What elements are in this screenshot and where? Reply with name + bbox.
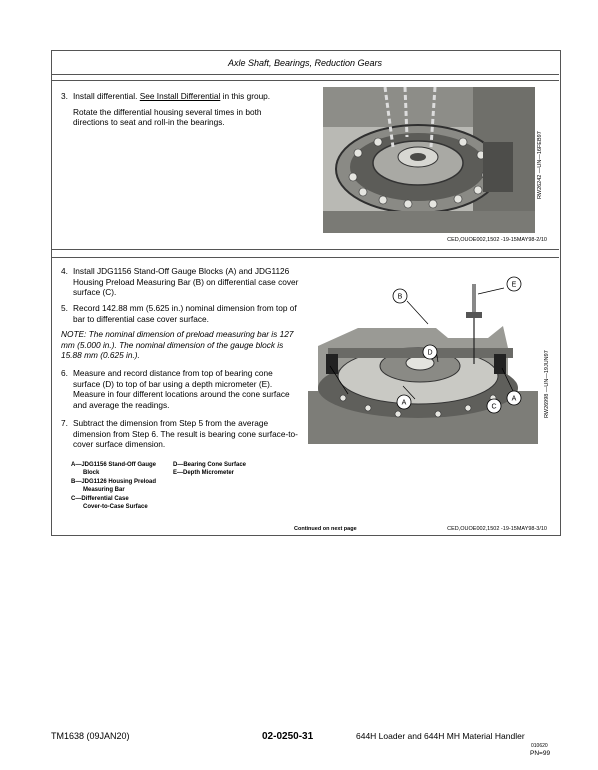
footer-pn: PN=99 — [530, 750, 551, 757]
svg-text:A: A — [511, 395, 517, 403]
step-text: Subtract the dimension from Step 5 from the average dimension from Step 6. The result is bearing cone surface-to-cover surface dimension. — [73, 418, 298, 449]
footer-page-number: 02-0250-31 — [262, 731, 314, 742]
step-number: 7. — [61, 418, 68, 428]
step-3 — [61, 91, 299, 128]
svg-text:B: B — [397, 293, 403, 301]
step-text: Record 142.88 mm (5.625 in.) nominal dimension from top of bar to differential case cover surface. — [73, 303, 297, 324]
figure-caption-1: CED,OUOE002,1502 -19-15MAY98-2/10 — [447, 237, 547, 243]
page-header — [51, 50, 559, 75]
step-number: 3. — [61, 91, 68, 101]
legend-item: D—Bearing Cone Surface — [173, 462, 247, 468]
footer-date-code: 010620 — [531, 743, 548, 749]
legend-item: Cover-to-Case Surface — [83, 504, 148, 511]
svg-text:E: E — [511, 281, 517, 289]
svg-text:D: D — [427, 349, 433, 357]
header-title: Axle Shaft, Bearings, Reduction Gears — [227, 58, 383, 68]
gauge-setup-photo — [308, 276, 538, 444]
install-differential-link[interactable]: See Install Differential — [139, 91, 221, 101]
step-5 — [61, 303, 299, 324]
section-measure-preload — [51, 257, 559, 535]
continued-note: Continued on next page — [294, 526, 357, 532]
footer-tm-number: TM1638 (09JAN20) — [51, 731, 130, 741]
step-text: Install JDG1156 Stand-Off Gauge Blocks (A) and JDG1126 Housing Preload Measuring Bar (B) on differential case cover surface (C). — [73, 266, 299, 297]
section-install-differential — [51, 80, 559, 250]
callout-e — [507, 277, 521, 291]
step-number: 6. — [61, 368, 68, 378]
step-number: 5. — [61, 303, 68, 313]
step-text-suffix: in this group. — [220, 91, 271, 101]
step-text: Measure and record distance from top of bearing cone surface (D) to top of bar using a depth micrometer (E). Measure in four different locations around the cone surface and average the readings. — [73, 368, 290, 410]
callout-c — [487, 399, 501, 413]
callout-a-left — [397, 395, 411, 409]
differential-housing-photo — [323, 87, 535, 233]
footer-model: 644H Loader and 644H MH Material Handler — [356, 731, 525, 741]
svg-text:A: A — [401, 399, 407, 407]
legend-left — [71, 461, 156, 511]
legend-item: E—Depth Micrometer — [173, 470, 235, 477]
callout-a-right — [507, 391, 521, 405]
legend-item: Block — [83, 470, 100, 477]
step-4 — [61, 266, 299, 298]
figure-caption-2: CED,OUOE002,1502 -19-15MAY98-3/10 — [447, 526, 547, 532]
svg-text:C: C — [491, 403, 497, 411]
figure-id-2: RW26998 —UN—19JUN97 — [544, 350, 550, 418]
legend-item: A—JDG1156 Stand-Off Gauge — [71, 462, 157, 468]
step-number: 4. — [61, 266, 68, 276]
legend-item: B—JDG1126 Housing Preload — [71, 478, 157, 485]
step-text-prefix: Install differential. — [73, 91, 140, 101]
step-6 — [61, 368, 299, 410]
step-7 — [61, 418, 299, 450]
figure-id-1: RW26242 —UN—16FEB97 — [537, 131, 543, 199]
callout-d — [423, 345, 437, 359]
note: NOTE: The nominal dimension of preload measuring bar is 127 mm (5.000 in.). The nominal dimension of the gauge block is 15.88 mm (0.625 in.). — [61, 329, 294, 360]
callout-b — [393, 289, 407, 303]
legend-item: C—Differential Case — [71, 495, 129, 502]
legend-item: Measuring Bar — [83, 487, 125, 494]
step-detail: Rotate the differential housing several times in both directions to seat and roll-in the bearings. — [73, 106, 262, 127]
legend-right — [173, 461, 246, 478]
